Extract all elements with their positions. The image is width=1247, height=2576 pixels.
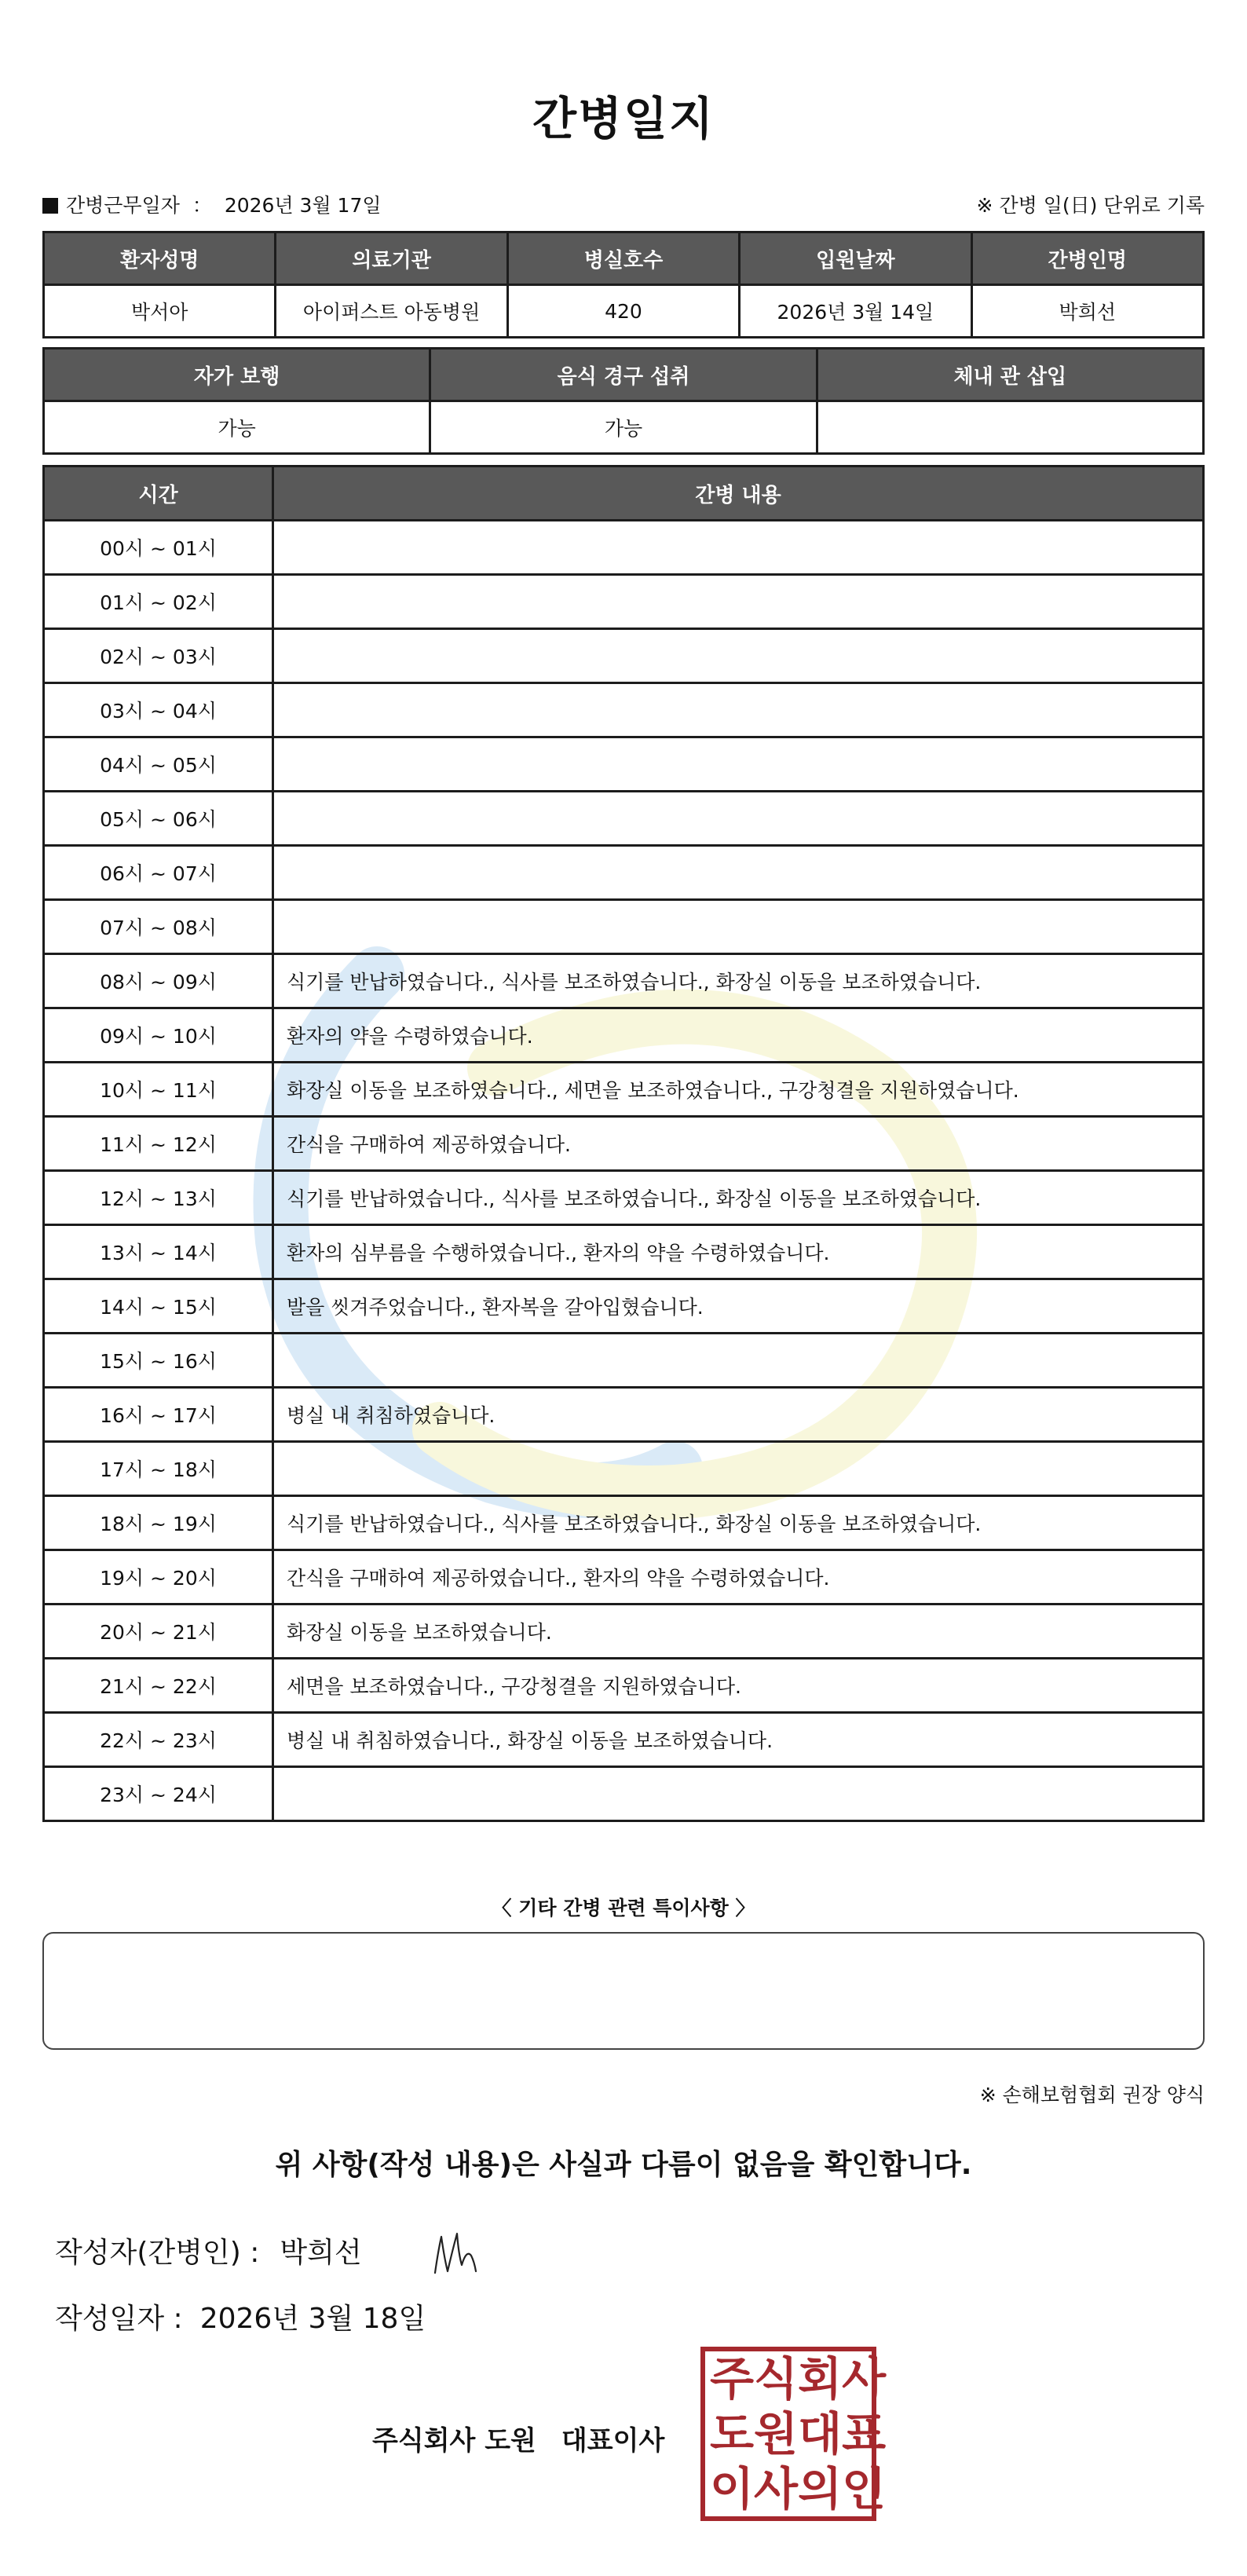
- care-content-cell: 식기를 반납하였습니다., 식사를 보조하였습니다., 화장실 이동을 보조하였습니다.: [273, 1496, 1204, 1550]
- header-self-walking: 자가 보행: [44, 349, 430, 401]
- care-log-row: [44, 1117, 1204, 1171]
- patient-status-table: [42, 347, 1205, 455]
- care-content-cell: 식기를 반납하였습니다., 식사를 보조하였습니다., 화장실 이동을 보조하였습니다.: [273, 954, 1204, 1008]
- patient-info-table: [42, 231, 1205, 338]
- record-unit-note: ※ 간병 일(日) 단위로 기록: [976, 194, 1205, 217]
- confirmation-statement: 위 사항(작성 내용)은 사실과 다름이 없음을 확인합니다.: [275, 2149, 972, 2181]
- work-date-value: 2026년 3월 17일: [224, 194, 382, 217]
- time-slot-cell: 00시 ~ 01시: [44, 521, 273, 575]
- writer-line: [55, 2230, 362, 2270]
- care-content-cell: 세면을 보조하였습니다., 구강청결을 지원하였습니다.: [273, 1659, 1204, 1713]
- care-log-row: [44, 683, 1204, 737]
- patient-info-header-row: [44, 232, 1204, 285]
- company-representative: 대표이사: [561, 2425, 665, 2457]
- seal-character: 원: [754, 2407, 799, 2461]
- care-content-cell: [273, 683, 1204, 737]
- time-slot-cell: 19시 ~ 20시: [44, 1550, 273, 1605]
- work-date-line: [42, 190, 382, 218]
- time-slot-cell: 03시 ~ 04시: [44, 683, 273, 737]
- time-slot-cell: 11시 ~ 12시: [44, 1117, 273, 1171]
- square-bullet-icon: [42, 198, 58, 214]
- time-slot-cell: 16시 ~ 17시: [44, 1388, 273, 1442]
- written-date-value: 2026년 3월 18일: [199, 2303, 426, 2335]
- care-content-cell: 간식을 구매하여 제공하였습니다.: [273, 1117, 1204, 1171]
- header-oral-intake: 음식 경구 섭취: [430, 349, 817, 401]
- seal-character: 대: [798, 2407, 843, 2461]
- care-content-cell: 간식을 구매하여 제공하였습니다., 환자의 약을 수령하였습니다.: [273, 1550, 1204, 1605]
- seal-character: 회: [798, 2352, 843, 2406]
- care-content-cell: 화장실 이동을 보조하였습니다., 세면을 보조하였습니다., 구강청결을 지원하였습니다.: [273, 1063, 1204, 1117]
- seal-character: 도: [710, 2407, 755, 2461]
- time-slot-cell: 05시 ~ 06시: [44, 792, 273, 846]
- care-log-row: [44, 1442, 1204, 1496]
- care-log-row: [44, 1225, 1204, 1279]
- patient-status-value-row: [44, 401, 1204, 454]
- care-content-cell: [273, 846, 1204, 900]
- company-seal-stamp: [700, 2347, 887, 2521]
- time-slot-cell: 23시 ~ 24시: [44, 1767, 273, 1821]
- care-log-row: [44, 1605, 1204, 1659]
- seal-character: 표: [842, 2407, 887, 2461]
- hospital-name: 아이퍼스트 아동병원: [276, 285, 507, 338]
- care-log-table: [42, 465, 1205, 1822]
- notes-title: 〈 기타 간병 관련 특이사항 〉: [492, 1897, 755, 1919]
- time-slot-cell: 01시 ~ 02시: [44, 575, 273, 629]
- document-title: 간병일지: [532, 92, 715, 145]
- patient-name: 박서아: [44, 285, 276, 338]
- care-log-row: [44, 792, 1204, 846]
- patient-status-header-row: [44, 349, 1204, 401]
- care-content-cell: 식기를 반납하였습니다., 식사를 보조하였습니다., 화장실 이동을 보조하였습니다.: [273, 1171, 1204, 1225]
- care-content-cell: [273, 1767, 1204, 1821]
- self-walking-value: 가능: [44, 401, 430, 454]
- care-log-row: [44, 846, 1204, 900]
- care-log-body: [44, 521, 1204, 1821]
- header-room-number: 병실호수: [507, 232, 739, 285]
- written-date-label: 작성일자 :: [55, 2303, 183, 2335]
- header-patient-name: 환자성명: [44, 232, 276, 285]
- care-content-cell: [273, 737, 1204, 792]
- room-number: 420: [507, 285, 739, 338]
- work-date-label: 간병근무일자: [66, 194, 180, 217]
- time-slot-cell: 17시 ~ 18시: [44, 1442, 273, 1496]
- time-slot-cell: 07시 ~ 08시: [44, 900, 273, 954]
- care-content-cell: 환자의 약을 수령하였습니다.: [273, 1008, 1204, 1063]
- header-time: 시간: [44, 467, 273, 521]
- header-care-content: 간병 내용: [273, 467, 1204, 521]
- time-slot-cell: 02시 ~ 03시: [44, 629, 273, 683]
- caregiver-name: 박희선: [971, 285, 1203, 338]
- care-content-cell: 화장실 이동을 보조하였습니다.: [273, 1605, 1204, 1659]
- company-name: 주식회사 도원: [372, 2425, 536, 2457]
- care-content-cell: [273, 900, 1204, 954]
- recommended-form-note: ※ 손해보험협회 권장 양식: [979, 2084, 1205, 2106]
- care-log-row: [44, 629, 1204, 683]
- seal-character: 인: [842, 2462, 887, 2516]
- seal-row-2: [705, 2406, 887, 2461]
- care-log-header-row: [44, 467, 1204, 521]
- care-content-cell: [273, 792, 1204, 846]
- seal-character: 사: [842, 2352, 887, 2406]
- care-content-cell: [273, 575, 1204, 629]
- time-slot-cell: 13시 ~ 14시: [44, 1225, 273, 1279]
- care-log-row: [44, 1767, 1204, 1821]
- time-slot-cell: 21시 ~ 22시: [44, 1659, 273, 1713]
- company-line: [372, 2419, 664, 2457]
- care-content-cell: 발을 씻겨주었습니다., 환자복을 갈아입혔습니다.: [273, 1279, 1204, 1334]
- care-content-cell: [273, 629, 1204, 683]
- written-date-line: [55, 2296, 426, 2336]
- seal-character: 이: [710, 2462, 755, 2516]
- handwritten-signature: [430, 2227, 479, 2278]
- seal-character: 주: [710, 2352, 755, 2406]
- tube-insertion-value: [817, 401, 1203, 454]
- top-info-line: [42, 190, 1205, 221]
- header-tube-insertion: 체내 관 삽입: [817, 349, 1203, 401]
- care-log-row: [44, 1334, 1204, 1388]
- care-content-cell: [273, 1442, 1204, 1496]
- time-slot-cell: 15시 ~ 16시: [44, 1334, 273, 1388]
- care-log-row: [44, 954, 1204, 1008]
- time-slot-cell: 10시 ~ 11시: [44, 1063, 273, 1117]
- time-slot-cell: 12시 ~ 13시: [44, 1171, 273, 1225]
- care-content-cell: 병실 내 취침하였습니다., 화장실 이동을 보조하였습니다.: [273, 1713, 1204, 1767]
- header-caregiver-name: 간병인명: [971, 232, 1203, 285]
- special-notes-box: [42, 1932, 1205, 2050]
- seal-character: 의: [798, 2462, 843, 2516]
- time-slot-cell: 18시 ~ 19시: [44, 1496, 273, 1550]
- work-date-separator: ：: [192, 194, 212, 217]
- oral-intake-value: 가능: [430, 401, 817, 454]
- header-hospital: 의료기관: [276, 232, 507, 285]
- care-log-row: [44, 1171, 1204, 1225]
- time-slot-cell: 20시 ~ 21시: [44, 1605, 273, 1659]
- writer-label: 작성자(간병인) :: [55, 2237, 260, 2269]
- header-admission-date: 입원날짜: [740, 232, 971, 285]
- care-log-row: [44, 900, 1204, 954]
- care-content-cell: 병실 내 취침하였습니다.: [273, 1388, 1204, 1442]
- time-slot-cell: 06시 ~ 07시: [44, 846, 273, 900]
- care-log-row: [44, 521, 1204, 575]
- time-slot-cell: 14시 ~ 15시: [44, 1279, 273, 1334]
- care-log-row: [44, 1388, 1204, 1442]
- care-log-row: [44, 1713, 1204, 1767]
- seal-row-3: [705, 2461, 887, 2516]
- care-log-row: [44, 1550, 1204, 1605]
- seal-character: 사: [754, 2462, 799, 2516]
- care-log-row: [44, 1659, 1204, 1713]
- care-content-cell: 환자의 심부름을 수행하였습니다., 환자의 약을 수령하였습니다.: [273, 1225, 1204, 1279]
- care-log-row: [44, 1008, 1204, 1063]
- time-slot-cell: 22시 ~ 23시: [44, 1713, 273, 1767]
- seal-character: 식: [754, 2352, 799, 2406]
- care-log-row: [44, 1496, 1204, 1550]
- care-log-row: [44, 1279, 1204, 1334]
- care-log-row: [44, 575, 1204, 629]
- care-content-cell: [273, 521, 1204, 575]
- care-log-row: [44, 1063, 1204, 1117]
- writer-name: 박희선: [280, 2237, 362, 2269]
- care-content-cell: [273, 1334, 1204, 1388]
- admission-date: 2026년 3월 14일: [740, 285, 971, 338]
- seal-row-1: [705, 2351, 887, 2406]
- care-log-row: [44, 737, 1204, 792]
- time-slot-cell: 08시 ~ 09시: [44, 954, 273, 1008]
- time-slot-cell: 09시 ~ 10시: [44, 1008, 273, 1063]
- patient-info-value-row: [44, 285, 1204, 338]
- time-slot-cell: 04시 ~ 05시: [44, 737, 273, 792]
